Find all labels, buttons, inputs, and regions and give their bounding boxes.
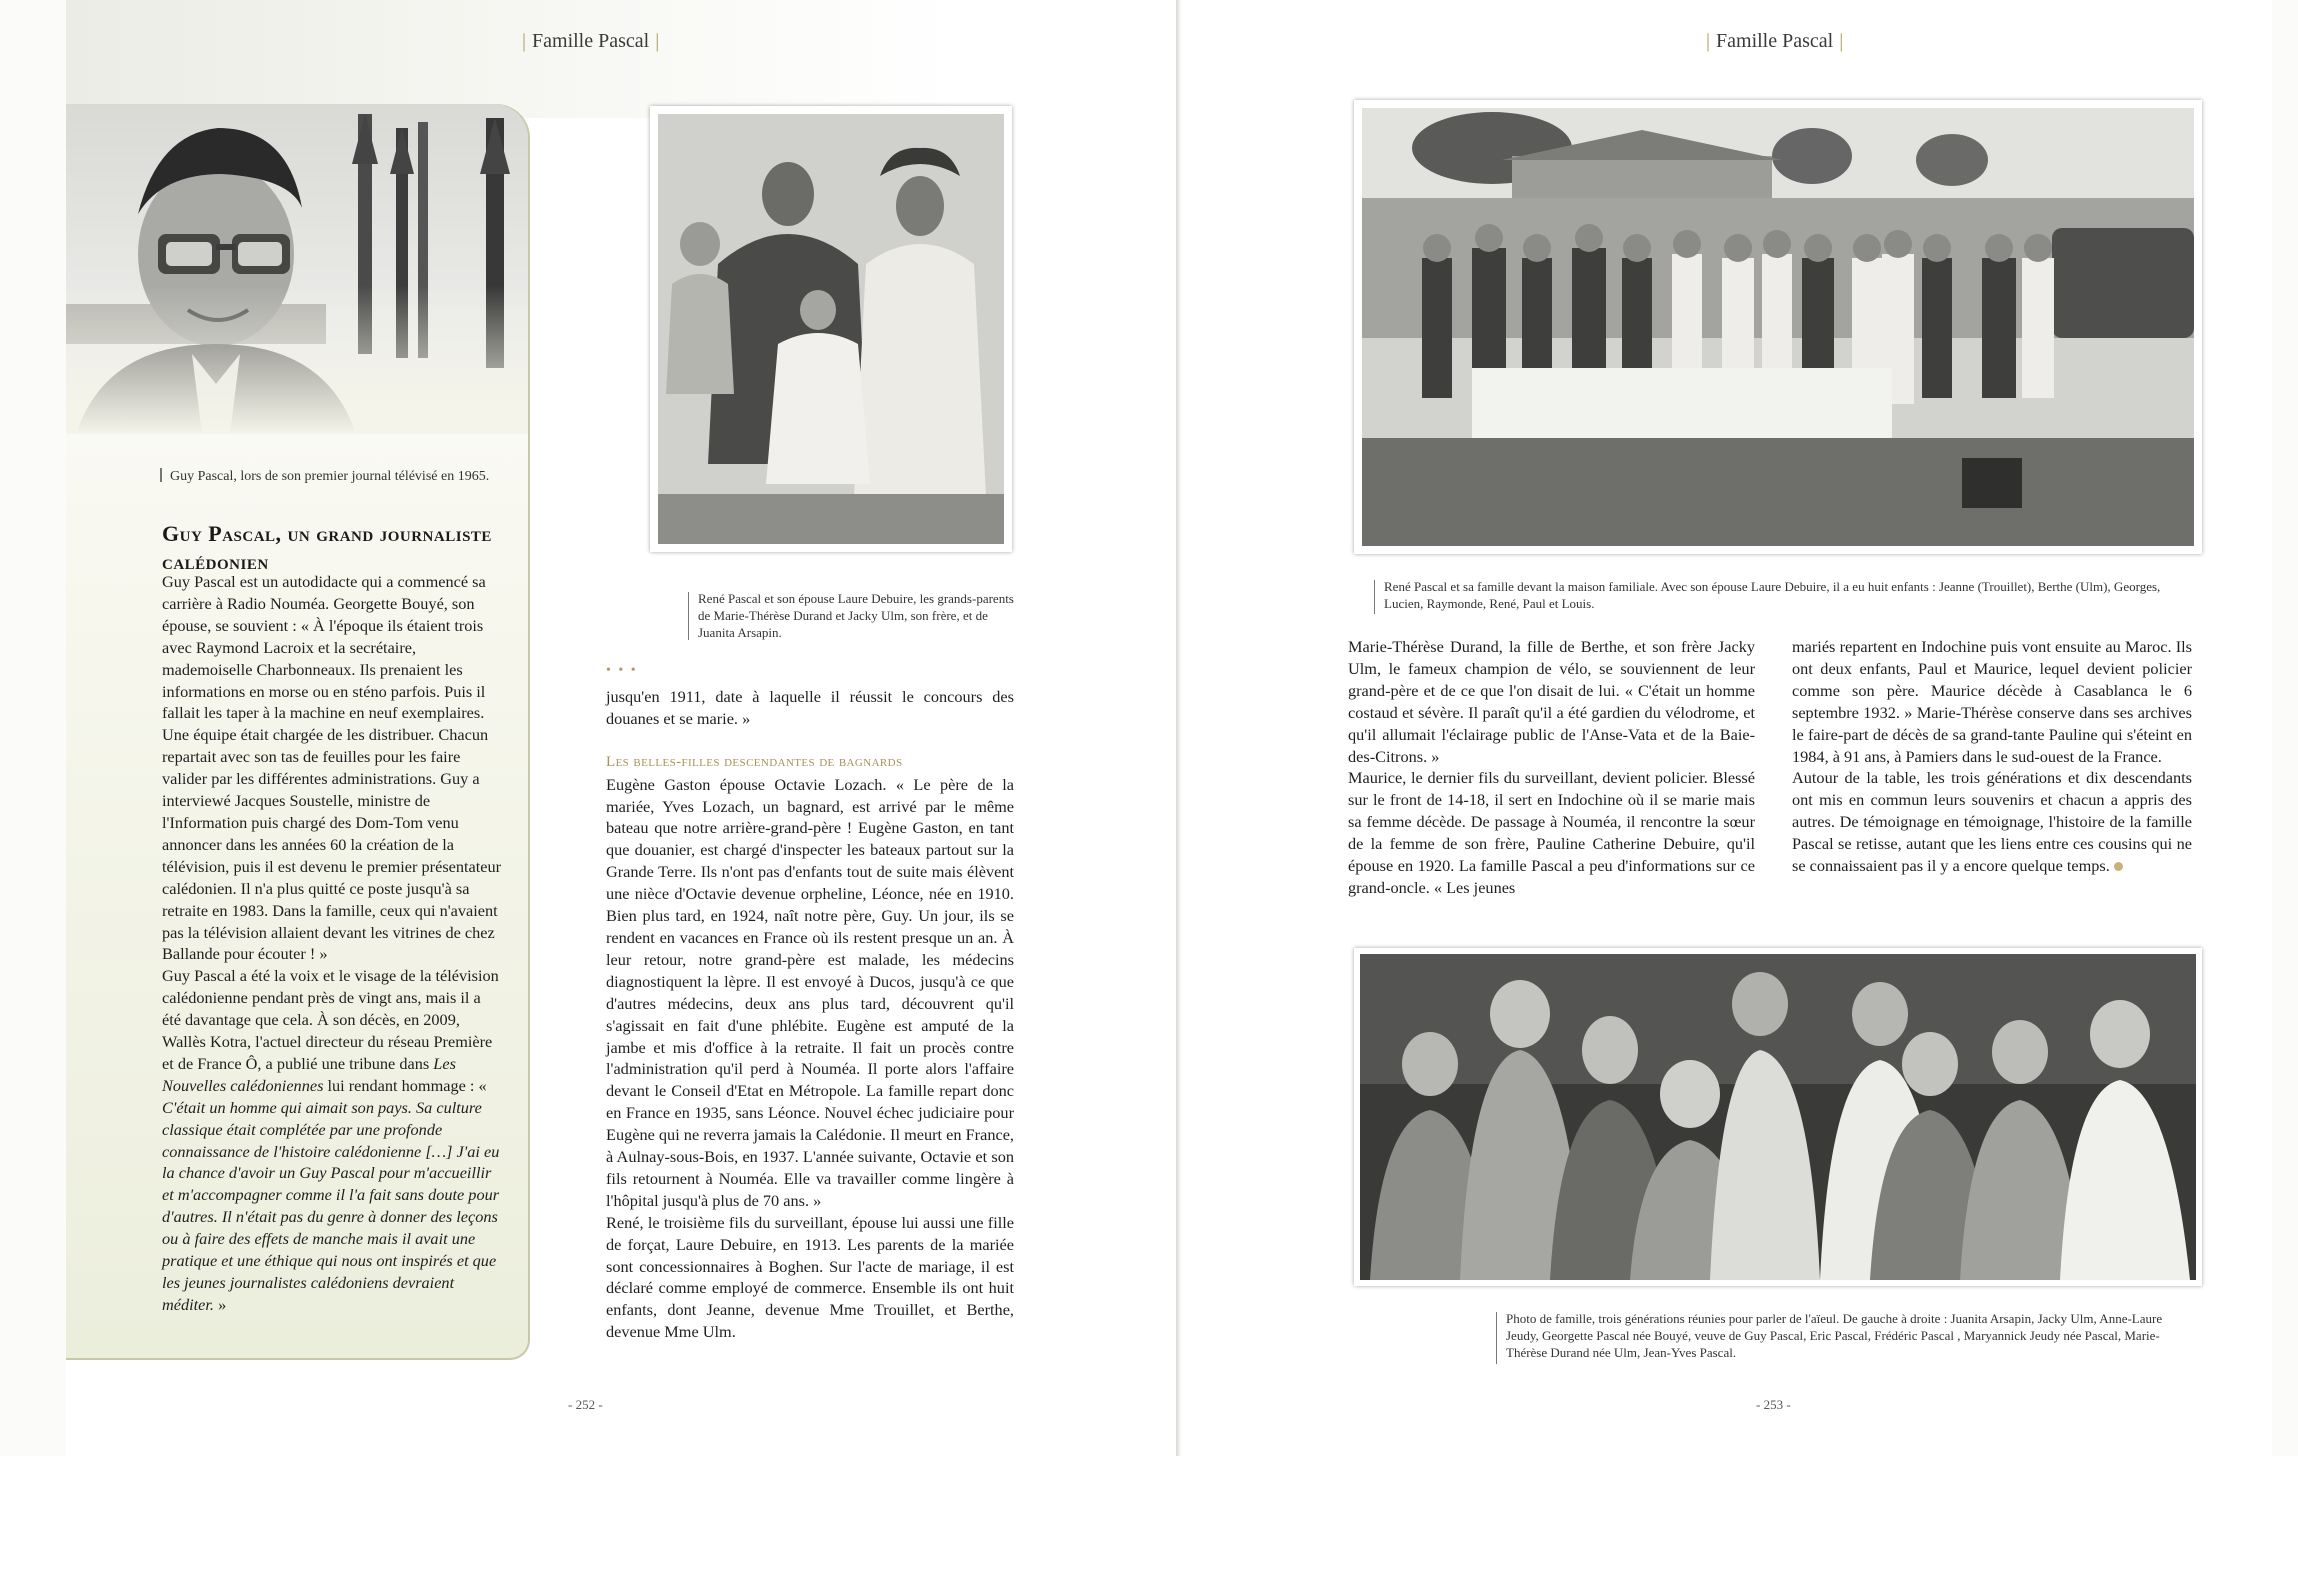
photo-rene-laure-caption-text: René Pascal et son épouse Laure Debuire, les grands-parents de Marie-Thérèse Durand et Jacky Ulm, son frère, et de Juanita Arsapin. — [698, 591, 1014, 640]
sidebar-paragraph-text: Guy Pascal a été la voix et le visage de la télévision calédonienne pendant près de vingt ans, mais il a été davantage que cela. À son décès, en 2009, Wallès Kotra, l'actuel directeur du réseau Première et de France Ô, a publié une tribune dans — [162, 966, 499, 1073]
paragraph: Eugène Gaston épouse Octavie Lozach. « Le père de la mariée, Yves Lozach, un bagnard, est arrivé par le même bateau que notre arrière-grand-père ! Eugène Gaston, en tant que douanier, est chargé d'inspecter les bateaux partout sur la Grande Terre. Ils n'ont pas d'enfants tout de suite mais élèvent une nièce d'Octavie devenue orpheline, Léonce, née en 1910. Bien plus tard, en 1924, naît notre père, Guy. Un jour, ils se rendent en vacances en France où ils restent presque un an. À leur retour, notre grand-père est malade, les médecins diagnostiquent la lèpre. Il est envoyé à Ducos, jusqu'à ce que d'autres médecins, deux ans plus tard, découvrent qu'il s'agissait en fait d'une phlébite. Eugène est amputé de la jambe et mis d'office à la retraite. Il fait un procès contre l'administration qu'il perd à Nouméa. Il porte alors l'affaire devant le Conseil d'Etat en Métropole. La famille repart donc en France en 1935, sans Léonce. Nouvel échec judiciaire pour Eugène qui ne reverra jamais la Calédonie. Il meurt en France, à Aulnay-sous-Bois, en 1937. L'année suivante, Octavie et son fils retournent à Nouméa. Elle va travailler comme lingère à l'hôpital jusqu'à plus de 70 ans. » — [606, 774, 1014, 1210]
publication-title: Les Nouvelles calédoniennes — [162, 1053, 456, 1095]
paragraph: René, le troisième fils du surveillant, épouse lui aussi une fille de forçat, Laure Debuire, en 1913. Les parents de la mariée sont concessionnaires à Boghen. Sur l'acte de mariage, il est déclaré comme employé de commerce. Ensemble ils ont huit enfants, dont Jeanne, devenue Mme Trouillet, et Berthe, devenue Mme Ulm. — [606, 1212, 1014, 1342]
continuation-dots: • • • — [606, 663, 638, 678]
paragraph: jusqu'en 1911, date à laquelle il réussit le concours des douanes et se marie. » — [606, 686, 1014, 728]
sidebar-paragraph: Guy Pascal est un autodidacte qui a commencé sa carrière à Radio Nouméa. Georgette Bouyé, son épouse, se souvient : « À l'époque ils étaient trois avec Raymond Lacroix et la secrétaire, mademoiselle Charbonneaux. Ils prenaient les informations en morse ou en sténo parfois. Puis il fallait les taper à la machine en neuf exemplaires. Une équipe était chargée de les distribuer. Chacun repartait avec son tas de feuilles pour les faire valider par les différentes administrations. Guy a interviewé Jacques Soustelle, ministre de l'Information puis chargé des Dom-Tom venu annoncer dans les années 60 la création de la télévision, puis il est devenu le premier présentateur calédonien. Il n'a plus quitté ce poste jusqu'à sa retraite en 1983. Dans la famille, ceux qui n'avaient pas la télévision allaient devant les vitrines de chez Ballande pour écouter ! » — [162, 572, 502, 964]
paragraph-text: Autour de la table, les trois générations et dix descendants ont mis en commun leurs souvenirs et chacun a appris des autres. De témoignage en témoignage, l'histoire de la famille Pascal se retisse, autant que les liens entre ces cousins qui ne se connaissaient pas il y a encore quelque temps. — [1792, 768, 2192, 876]
photo-family-house-caption — [1384, 578, 2184, 612]
photo-family-house — [1354, 100, 2202, 554]
photo-rene-laure-illustration — [658, 114, 1004, 544]
gutter — [1176, 0, 1180, 1456]
page-number-left: - 252 - — [568, 1397, 603, 1412]
end-of-article-icon — [2114, 862, 2123, 871]
running-head-right: | Famille Pascal | — [1706, 30, 1844, 52]
paragraph: mariés repartent en Indochine puis vont ensuite au Maroc. Ils ont deux enfants, Paul et Maurice, lequel devient policier comme son père. Maurice décède à Casablanca le 6 septembre 1932. » Marie-Thérèse conserve dans ses archives le faire-part de décès de sa grand-tante Pauline qui s'éteint en 1984, à 91 ans, à Pamiers dans le sud-ouest de la France. — [1792, 637, 2192, 766]
tribute-quote: C'était un homme qui aimait son pays. Sa culture classique était complétée par une profonde connaissance de l'histoire calédonienne […] J'ai eu la chance d'avoir un Guy Pascal pour m'accueillir et m'accompagner comme il l'a fait sans doute pour d'autres. Il n'était pas du genre à donner des leçons ou à faire des effets de manche mais il avait une pratique et une éthique qui nous ont inspirés et que les jeunes journalistes calédoniens devraient méditer. — [162, 1097, 500, 1314]
running-head-left: | Famille Pascal | — [522, 30, 660, 52]
sidebar-paragraph — [162, 965, 502, 1316]
photo-family-group — [1354, 948, 2202, 1286]
left-page-column — [606, 660, 1014, 1343]
portrait-photo — [66, 104, 528, 434]
running-head-right-text: Famille Pascal — [1716, 30, 1834, 52]
photo-family-group-caption-text: Photo de famille, trois générations réunies pour parler de l'aïeul. De gauche à droite : Juanita Arsapin, Jacky Ulm, Anne-Laure Jeudy, Georgette Pascal née Bouyé, veuve de Guy Pascal, Eric Pascal, Frédéric Pascal , Maryannick Jeudy née Pascal, Marie-Thérèse Durand née Ulm, Jean-Yves Pascal. — [1506, 1311, 2163, 1360]
scan-margin — [0, 1456, 2298, 1578]
paragraph: Marie-Thérèse Durand, la fille de Berthe, et son frère Jacky Ulm, le fameux champion de vélo, se souviennent de leur grand-père et de ce que l'on disait de lui. « C'était un homme costaud et sévère. Il paraît qu'il a été gardien du vélodrome, et qu'il allumait l'éclairage public de l'Anse-Vata et de la Baie-des-Citrons. » — [1348, 637, 1755, 766]
section-subhead: Les belles-filles descendantes de bagnards — [606, 753, 903, 770]
sidebar-paragraph-text: » — [214, 1294, 227, 1314]
sidebar-paragraph-text: lui rendant hommage : « — [323, 1075, 487, 1095]
right-page-column-1 — [1348, 636, 1755, 899]
photo-family-house-illustration — [1362, 108, 2194, 546]
portrait-caption — [160, 468, 489, 485]
photo-rene-laure — [650, 106, 1012, 552]
right-page-column-2 — [1792, 636, 2192, 877]
sidebar-title: Guy Pascal, un grand journaliste calédonien — [162, 521, 492, 574]
paragraph — [1792, 767, 2192, 877]
portrait-caption-text: Guy Pascal, lors de son premier journal télévisé en 1965. — [170, 469, 490, 484]
photo-family-group-caption — [1506, 1310, 2196, 1361]
paragraph: Maurice, le dernier fils du surveillant, devient policier. Blessé sur le front de 14-18, il sert en Indochine où il se marie mais sa femme décède. De passage à Nouméa, il rencontre la sœur de la femme de son frère, Pauline Catherine Debuire, qu'il épouse en 1920. La famille Pascal a peu d'informations sur ce grand-oncle. « Les jeunes — [1348, 768, 1755, 897]
photo-family-group-illustration — [1360, 954, 2196, 1280]
photo-rene-laure-caption — [698, 590, 1018, 641]
photo-family-house-caption-text: René Pascal et sa famille devant la maison familiale. Avec son épouse Laure Debuire, il a eu huit enfants : Jeanne (Trouillet), Berthe (Ulm), Georges, Lucien, Raymonde, René, Paul et Louis. — [1384, 579, 2161, 611]
portrait-illustration — [66, 104, 528, 434]
left-page-header-decoration — [66, 0, 1176, 118]
page-number-right: - 253 - — [1756, 1397, 1791, 1412]
running-head-left-text: Famille Pascal — [532, 30, 650, 52]
sidebar-body — [162, 571, 502, 1316]
